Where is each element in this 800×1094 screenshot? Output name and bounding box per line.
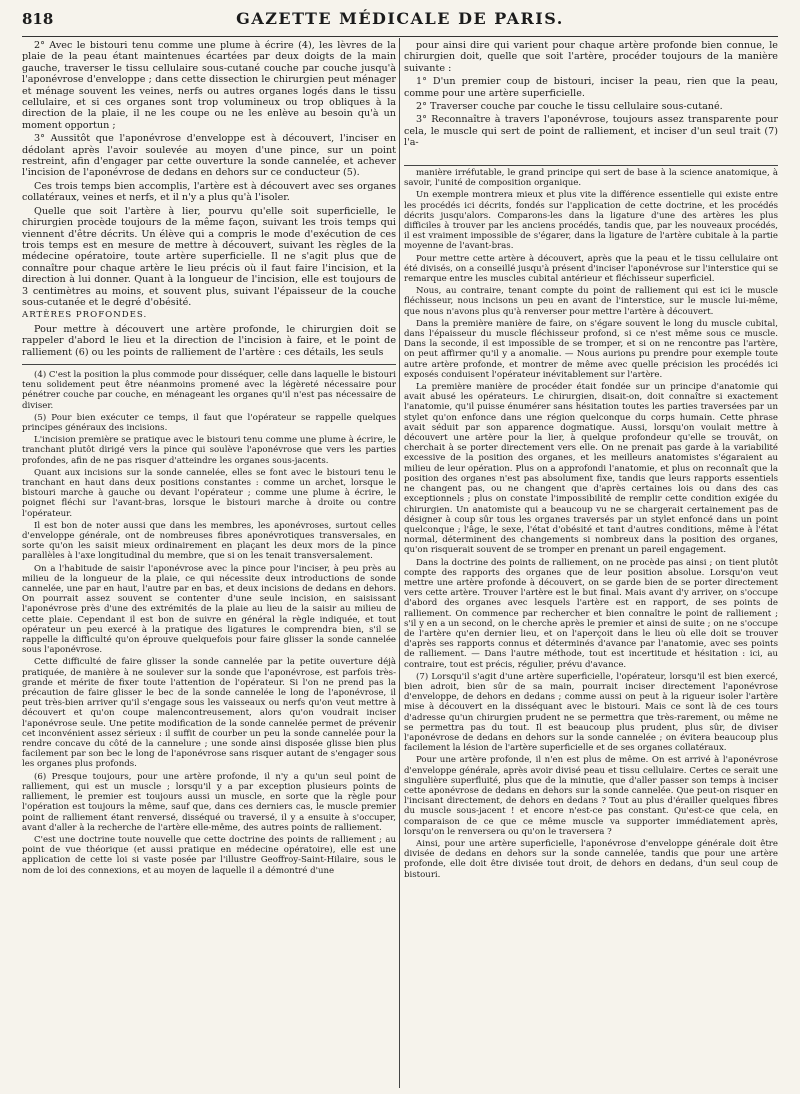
page-header bbox=[22, 9, 778, 31]
column-divider bbox=[399, 38, 400, 1088]
header-rule bbox=[22, 36, 778, 37]
left-main-text bbox=[22, 40, 396, 358]
paragraph: Quelle que soit l'artère à lier, pourvu qu'elle soit superficielle, le chirurgien procède toujours de la même façon, suivant les trois temps qui viennent d'être décrits. Un élève qui a compris le mode d'exécution de ces trois temps est en mesure de mettre à découvert, suivant les règles de la médecine opératoire, toute artère superficielle. Il ne s'agit plus que de connaître pour chaque artère le lieu précis où il faut faire l'incision, et la direction à lui donner. Quant à la longueur de l'incision, elle est toujours de 3 centimètres au moins, et souvent plus, suivant l'épaisseur de la couche sous-cutanée et le degré d'obésité. bbox=[22, 205, 396, 308]
footnote: Dans la première manière de faire, on s'égare souvent le long du muscle cubital, dans l'épaisseur du muscle fléchisseur profond, si ce n'est même sous ce muscle. Dans la seconde, il est impossible de se tromper, et si on ne rencontre pas l'artère, on peut affirmer qu'il y a anomalie. — Nous aurions pu prendre pour exemple toute autre artère profonde, et montrer de même avec quelle précision les procédés ici exposés conduisent l'opérateur inévitablement sur l'artère. bbox=[404, 318, 778, 380]
journal-title: GAZETTE MÉDICALE DE PARIS. bbox=[236, 9, 564, 28]
footnote: Nous, au contraire, tenant compte du point de ralliement qui est ici le muscle fléchisseur, nous incisons un peu en avant de l'interstice, sur le muscle lui-même, que nous n'avons plus qu'à renverser pour mettre l'artère à découvert. bbox=[404, 286, 778, 317]
right-main-text bbox=[404, 40, 778, 164]
footnote: Ainsi, pour une artère superficielle, l'aponévrose d'enveloppe générale doit être divisée de dedans en dehors sur la sonde cannelée, tandis que pour une artère profonde, elle doit être divisée tout droit, de dehors en dedans, d'un seul coup de bistouri. bbox=[404, 839, 778, 880]
footnote: (7) Lorsqu'il s'agit d'une artère superficielle, l'opérateur, lorsqu'il est bien exercé, bien adroit, bien sûr de sa main, pourrait inciser directement l'aponévrose d'enveloppe, de dehors en dedans ; comme aussi on peut à la rigueur isoler l'artère mise à découvert en la disséquant avec le bistouri. Mais ce sont là de ces tours d'adresse qu'un chirurgien prudent ne se permettra que très-rarement, ou même ne se permettra pas du tout. Il est beaucoup plus prudent, plus sûr, de diviser l'aponévrose de dedans en dehors sur la sonde cannelée ; on évitera beaucoup plus facilement la lésion de l'artère superficielle et de ses organes collatéraux. bbox=[404, 671, 778, 754]
paragraph: 3° Aussitôt que l'aponévrose d'enveloppe est à découvert, l'inciser en dédolant après l'avoir soulevée au moyen d'une pince, sur un point restreint, afin d'engager par cette ouverture la sonde cannelée, et achever l'incision de l'aponévrose de dedans en dehors sur ce conducteur (5). bbox=[22, 133, 396, 179]
paragraph: 2° Avec le bistouri tenu comme une plume à écrire (4), les lèvres de la plaie de la peau étant maintenues écartées par deux doigts de la main gauche, traverser le tissu cellulaire sous-cutané couche par couche jusqu'à l'aponévrose d'enveloppe ; dans cette dissection le chirurgien peut ménager et ménage souvent les veines, nerfs ou autres organes logés dans le tissu cellulaire, et si ces organes sont trop volumineux ou trop obliques à la direction de la plaie, il ne les coupe ou ne les enlève au besoin qu'à un moment opportun ; bbox=[22, 40, 396, 131]
paragraph: 2° Traverser couche par couche le tissu cellulaire sous-cutané. bbox=[416, 101, 723, 113]
paragraph: pour ainsi dire qui varient pour chaque artère profonde bien connue, le chirurgien doit, quelle que soit l'artère, procéder toujours de la manière suivante : bbox=[404, 40, 778, 74]
footnote: La première manière de procéder était fondée sur un principe d'anatomie qui avait abusé les opérateurs. Le chirurgien, disait-on, doit connaître si exactement l'anatomie, qu'il puisse énumérer sans hésitation toutes les parties traversées par un stylet qu'on enfonce dans une région quelconque du corps humain. Cette phrase avait séduit par son apparence dogmatique. Aussi, lorsqu'on voulait mettre à découvert une artère pour la lier, à quelque profondeur qu'elle se trouvât, on cherchait à se porter directement vers elle. On ne prenait pas garde à la variabilité excessive de la position des organes, et les meilleurs anatomistes s'égaraient au milieu de leur opération. Plus on a approfondi l'anatomie, et plus on reconnaît que la position des organes n'est pas absolument fixe, tandis que leurs rapports essentiels ne changent pas, ou ne changent que d'après certaines lois ou dans des cas exceptionnels ; plus on constate l'impossibilité de remplir cette condition exigée du chirurgien. Un anatomiste qui a beaucoup vu ne se chargerait certainement pas de désigner à coup sûr tous les organes traversés par un stylet enfoncé dans un point quelconque ; l'âge, le sexe, l'état d'obésité et tant d'autres conditions, même à l'état normal, déterminent des changements si nombreux dans la position des organes, qu'on risquerait souvent de se tromper en prenant un pareil engagement. bbox=[404, 382, 778, 556]
left-column bbox=[22, 40, 396, 1085]
section-heading: ARTÈRES PROFONDES. bbox=[22, 310, 148, 321]
footnote-divider bbox=[22, 364, 396, 365]
footnote: Un exemple montrera mieux et plus vite la différence essentielle qui existe entre les procédés ici décrits, fondés sur l'application de cette doctrine, et les procédés décrits jusqu'alors. Comparons-les dans la ligature d'une des artères les plus difficiles à trouver par les anciens procédés, tandis que, par les nouveaux procédés, il est vraiment impossible de s'égarer, dans la ligature de l'artère cubitale à la partie moyenne de l'avant-bras. bbox=[404, 190, 778, 252]
footnote-divider bbox=[404, 165, 778, 166]
footnote: Quant aux incisions sur la sonde cannelée, elles se font avec le bistouri tenu le tranchant en haut dans deux positions constantes : comme un archet, lorsque le bistouri marche à gauche ou devant l'opérateur ; comme une plume à écrire, le poignet fléchi sur l'avant-bras, lorsque le bistouri marche à droite ou contre l'opérateur. bbox=[22, 467, 396, 519]
footnote: Dans la doctrine des points de ralliement, on ne procède pas ainsi ; on tient plutôt compte des rapports des organes que de leur position absolue. Lorsqu'on veut mettre une artère profonde à découvert, on se garde bien de se porter directement vers cette artère. Trouver l'artère est le but final. Mais avant d'y arriver, on s'occupe d'abord des organes avec lesquels l'artère est en rapport, de ses points de ralliement. On commence par rechercher et bien connaître le point de ralliement ; s'il y en a un second, on le cherche après le premier et ainsi de suite ; on ne s'occupe de l'artère qu'en dernier lieu, et on l'aperçoit dans le lieu où elle doit se trouver d'après ses rapports connus et déterminés d'avance par l'anatomie, avec ses points de ralliement. — Dans l'autre méthode, tout est incertitude et hésitation : ici, au contraire, tout est précis, régulier, prévu d'avance. bbox=[404, 557, 778, 670]
paragraph: 3° Reconnaître à travers l'aponévrose, toujours assez transparente pour cela, le muscle qui sert de point de ralliement, et inciser d'un seul trait (7) l'a- bbox=[404, 114, 778, 149]
footnote: Pour une artère profonde, il n'en est plus de même. On est arrivé à l'aponévrose d'enveloppe générale, après avoir divisé peau et tissu cellulaire. Certes ce serait une singulière superfluité, plus que de la minutie, que d'aller passer son temps à inciser cette aponévrose de dedans en dehors sur la sonde cannelée. Que peut-on risquer en l'incisant directement, de dehors en dedans ? Tout au plus d'érailler quelques fibres du muscle sous-jacent ! et encore n'est-ce pas constant. Qu'est-ce que cela, en comparaison de ce que ce même muscle va supporter immédiatement après, lorsqu'on le renversera ou qu'on le traversera ? bbox=[404, 755, 778, 837]
footnote: (4) C'est la position la plus commode pour disséquer, celle dans laquelle le bistouri tenu solidement peut être néanmoins promené avec la légèreté nécessaire pour pénétrer couche par couche, en ménageant les organes qu'il n'est pas nécessaire de diviser. bbox=[22, 369, 396, 411]
paragraph: Pour mettre à découvert une artère profonde, le chirurgien doit se rappeler d'abord le lieu et la direction de l'incision à faire, et le point de ralliement (6) ou les points de ralliement de l'artère : ces détails, les seuls bbox=[22, 323, 396, 358]
footnote: (6) Presque toujours, pour une artère profonde, il n'y a qu'un seul point de ralliement, qui est un muscle ; lorsqu'il y a par exception plusieurs points de ralliement, le premier est toujours aussi un muscle, en sorte que la règle pour l'opération est toujours la même, sauf que, dans ces derniers cas, le muscle premier point de ralliement étant renversé, disséqué ou traversé, il y a ensuite à s'occuper, avant d'aller à la recherche de l'artère elle-même, des autres points de ralliement. bbox=[22, 771, 396, 833]
footnote: C'est une doctrine toute nouvelle que cette doctrine des points de ralliement ; au point de vue théorique (et aussi pratique en médecine opératoire), elle est une application de cette loi si vaste posée par l'illustre Geoffroy-Saint-Hilaire, sous le nom de loi des connexions, et au moyen de laquelle il a démontré d'une bbox=[22, 834, 396, 876]
paragraph: 1° D'un premier coup de bistouri, inciser la peau, rien que la peau, comme pour une artère superficielle. bbox=[404, 76, 778, 99]
footnote: On a l'habitude de saisir l'aponévrose avec la pince pour l'inciser, à peu près au milieu de la longueur de la plaie, ce qui nécessite deux introductions de sonde cannelée, une par en haut, l'autre par en bas, et deux incisions de dedans en dehors. On pourrait assez souvent se contenter d'une seule incision, en saisissant l'aponévrose près d'une des extrémités de la plaie au lieu de la saisir au milieu de cette plaie. Cependant il est bon de suivre en général la règle indiquée, et tout opérateur un peu exercé à la pratique des ligatures le comprendra bien, s'il se rappelle la difficulté qu'on éprouve quelquefois pour faire glisser la sonde cannelée sous l'aponévrose. bbox=[22, 563, 396, 656]
footnote: Cette difficulté de faire glisser la sonde cannelée par la petite ouverture déjà pratiquée, de manière à ne soulever sur la sonde que l'aponévrose, est parfois très-grande et mérite de fixer toute l'attention de l'opérateur. Si l'on ne prend pas la précaution de faire glisser le bec de la sonde cannelée le long de l'aponévrose, il peut très-bien arriver qu'il s'engage sous les vaisseaux ou nerfs qu'on veut mettre à découvert et qu'on coupe malencontreusement, alors qu'on voudrait inciser l'aponévrose seule. Une petite modification de la sonde cannelée permet de prévenir cet inconvénient assez sérieux : il suffit de courber un peu la sonde cannelée pour la rendre concave du côté de la cannelure ; une sonde ainsi disposée glisse bien plus facilement par son bec le long de l'aponévrose sans risquer autant de s'engager sous les organes plus profonds. bbox=[22, 657, 396, 770]
footnote: Il est bon de noter aussi que dans les membres, les aponévroses, surtout celles d'enveloppe générale, ont de nombreuses fibres aponévrotiques transversales, en sorte qu'on les saisit mieux ordinairement en plaçant les deux mors de la pince parallèles à l'axe longitudinal du membre, que si on les tenait transversalement. bbox=[22, 520, 396, 562]
footnote: L'incision première se pratique avec le bistouri tenu comme une plume à écrire, le tranchant plutôt dirigé vers la pince qui soulève l'aponévrose que vers les parties profondes, afin de ne pas risquer d'atteindre les organes sous-jacents. bbox=[22, 435, 396, 466]
page-number: 818 bbox=[22, 10, 54, 28]
footnote: manière irréfutable, le grand principe qui sert de base à la science anatomique, à savoir, l'unité de composition organique. bbox=[404, 168, 778, 189]
footnote: Pour mettre cette artère à découvert, après que la peau et le tissu cellulaire ont été divisés, on a conseillé jusqu'à présent d'inciser l'aponévrose sur l'interstice qui se remarque entre les muscles cubital antérieur et fléchisseur superficiel. bbox=[404, 253, 778, 285]
paragraph: Ces trois temps bien accomplis, l'artère est à découvert avec ses organes collatéraux, veines et nerfs, et il n'y a plus qu'à l'isoler. bbox=[22, 180, 396, 204]
right-footnotes bbox=[404, 168, 778, 1085]
footnote: (5) Pour bien exécuter ce temps, il faut que l'opérateur se rappelle quelques principes généraux des incisions. bbox=[22, 412, 396, 433]
left-footnotes bbox=[22, 370, 396, 876]
